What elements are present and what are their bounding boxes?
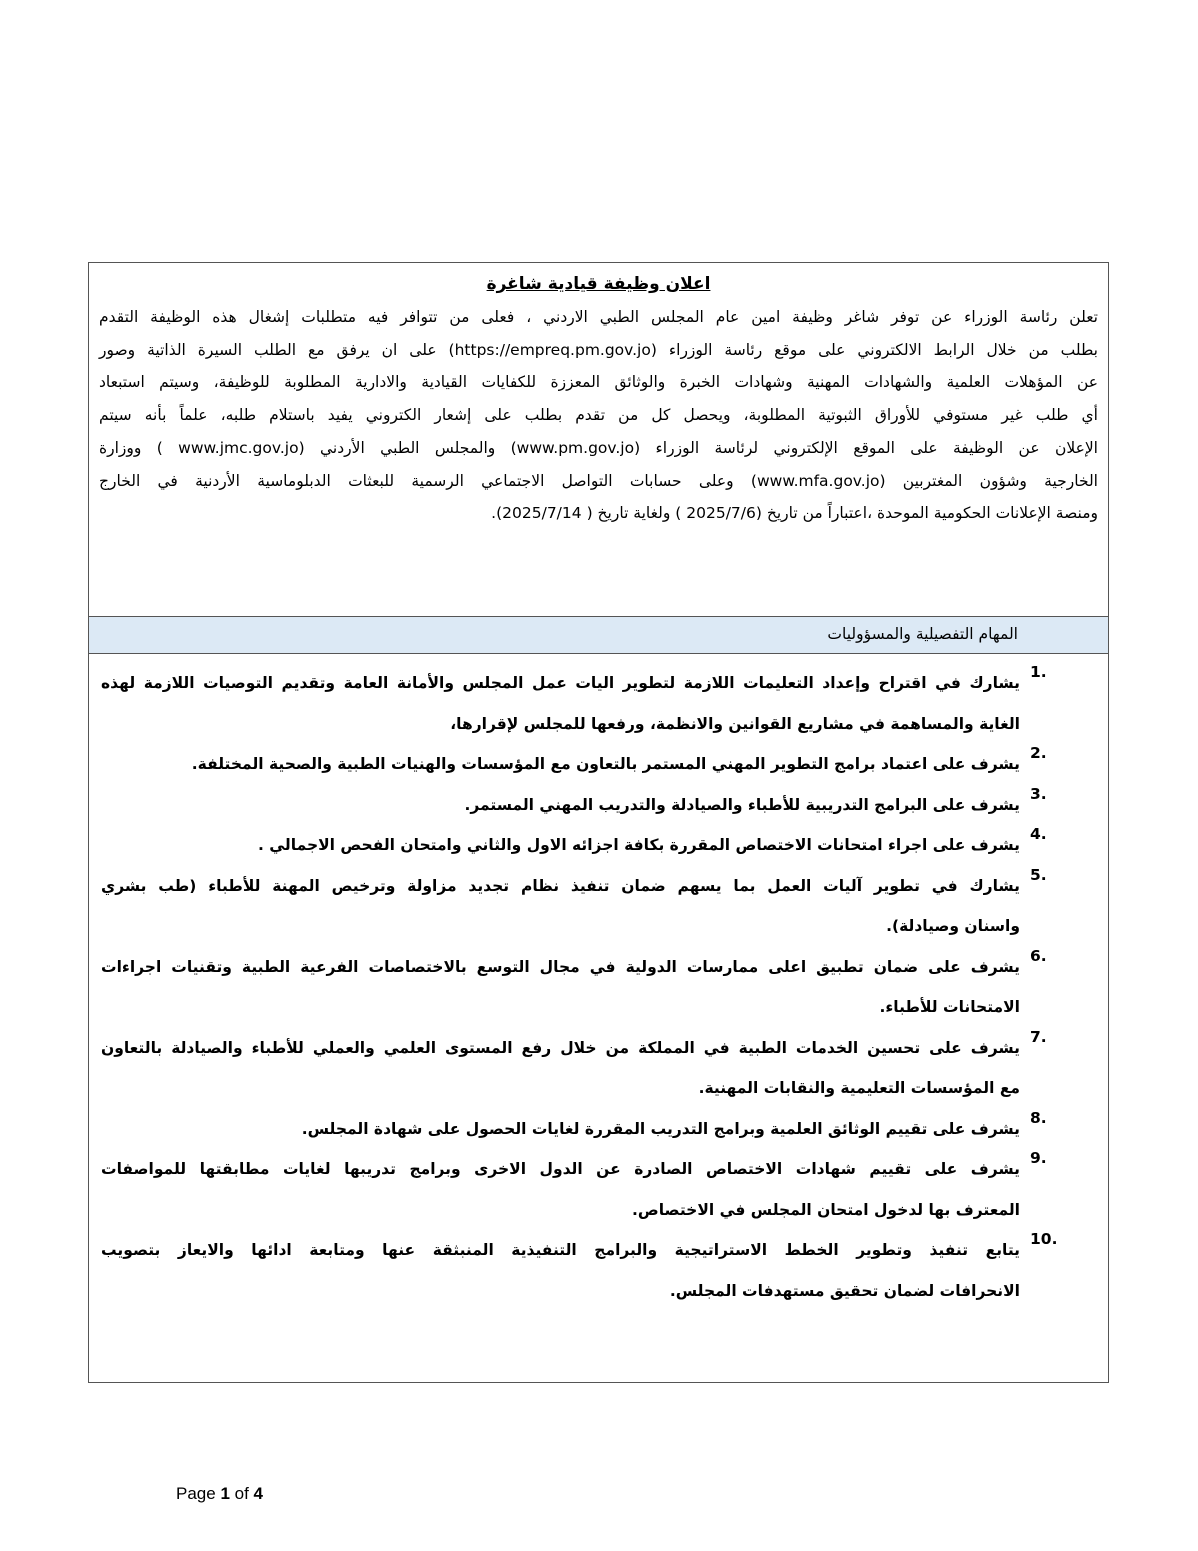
paragraph-line: أي طلب غير مستوفي للأوراق الثبوتية المطلوبة، ويحصل كل من تقدم بطلب على إشعار الكتروني يفيد باستلام طلبه، علماً بأنه سيتم — [99, 406, 1098, 425]
task-item — [101, 663, 1070, 744]
task-item — [101, 1149, 1070, 1230]
paragraph-line: الإعلان عن الوظيفة على الموقع الإلكتروني لرئاسة الوزراء (www.pm.gov.jo) والمجلس الطبي الأردني (www.jmc.gov.jo ) ووزارة — [99, 438, 1098, 457]
task-line: يشارك في اقتراح وإعداد التعليمات اللازمة لتطوير اليات عمل المجلس والأمانة العامة وتقديم التوصيات اللازمة لهذه — [101, 674, 1020, 692]
announcement-box — [88, 262, 1109, 1383]
task-line: يشرف على ضمان تطبيق اعلى ممارسات الدولية في مجال التوسع بالاختصاصات الفرعية الطبية وتقنيات اجراءات — [101, 957, 1020, 976]
task-number: 10. — [1030, 1230, 1058, 1248]
task-line: الغاية والمساهمة في مشاريع القوانين والانظمة، ورفعها للمجلس لإقرارها، — [450, 714, 1020, 733]
task-line: الانحرافات لضمان تحقيق مستهدفات المجلس. — [669, 1281, 1020, 1300]
task-number: 5. — [1030, 865, 1047, 884]
footer-middle: of — [229, 1484, 254, 1503]
task-item — [101, 744, 1070, 785]
task-number: 7. — [1030, 1027, 1047, 1046]
task-line: يشرف على اعتماد برامج التطوير المهني المستمر بالتعاون مع المؤسسات والهنيات الطبية والصحية المختلفة. — [191, 755, 1020, 773]
task-number: 6. — [1030, 946, 1047, 965]
paragraph-line: بطلب من خلال الرابط الالكتروني على موقع رئاسة الوزراء (https://empreq.pm.gov.jo) على ان يرفق مع الطلب السيرة الذاتية وصور — [99, 340, 1099, 359]
announcement-paragraph — [99, 301, 1098, 530]
paragraph-line: ومنصة الإعلانات الحكومية الموحدة ،اعتباراً من تاريخ (2025/7/6 ) ولغاية تاريخ ( 2025/7/14). — [491, 504, 1098, 523]
task-item — [101, 785, 1070, 826]
footer-current-page: 1 — [220, 1484, 230, 1503]
footer-total-pages: 4 — [253, 1484, 263, 1503]
paragraph-line: عن المؤهلات العلمية والشهادات المهنية وشهادات الخبرة والوثائق المعززة للكفايات القيادية والادارية المطلوبة للوظيفة، وسيتم استبعاد — [99, 373, 1098, 392]
task-item — [101, 1028, 1070, 1109]
announcement-intro — [89, 263, 1108, 616]
task-item — [101, 1109, 1070, 1150]
task-number: 3. — [1030, 784, 1047, 803]
task-line: واسنان وصيادلة). — [886, 917, 1020, 935]
task-item — [101, 825, 1070, 866]
task-line: يشرف على البرامج التدريبية للأطباء والصيادلة والتدريب المهني المستمر. — [464, 795, 1020, 814]
paragraph-line: تعلن رئاسة الوزراء عن توفر شاغر وظيفة امين عام المجلس الطبي الاردني ، فعلى من تتوافر فيه متطلبات إشغال هذه الوظيفة التقدم — [99, 308, 1098, 326]
task-line: يشرف على تقييم الوثائق العلمية وبرامج التدريب المقررة لغايات الحصول على شهادة المجلس. — [301, 1119, 1020, 1138]
task-line: يشارك في تطوير آليات العمل بما يسهم ضمان تنفيذ نظام تجديد مزاولة وترخيص المهنة للأطباء (طب بشري — [101, 876, 1020, 895]
paragraph-line: الخارجية وشؤون المغتربين (www.mfa.gov.jo) وعلى حسابات التواصل الاجتماعي الرسمية للبعثات الدبلوماسية الأردنية في الخارج — [99, 471, 1098, 490]
page-footer — [176, 1484, 263, 1504]
task-list — [89, 655, 1108, 1311]
task-line: الامتحانات للأطباء. — [879, 998, 1020, 1016]
task-number: 1. — [1030, 663, 1047, 681]
task-item — [101, 866, 1070, 947]
task-line: يتابع تنفيذ وتطوير الخطط الاستراتيجية والبرامج التنفيذية المنبثقة عنها ومتابعة ادائها والايعاز بتصويب — [101, 1241, 1020, 1259]
footer-prefix: Page — [176, 1484, 221, 1503]
task-number: 2. — [1030, 744, 1047, 762]
task-line: يشرف على تحسين الخدمات الطبية في المملكة من خلال رفع المستوى العلمي والعملي للأطباء والصيادلة بالتعاون — [101, 1038, 1020, 1057]
task-item — [101, 1230, 1070, 1311]
task-line: يشرف على تقييم شهادات الاختصاص الصادرة عن الدول الاخرى وبرامج تدريبها لغايات مطابقتها للمواصفات — [101, 1160, 1020, 1178]
announcement-title: اعلان وظيفة قيادية شاغرة — [486, 274, 711, 294]
task-line: يشرف على اجراء امتحانات الاختصاص المقررة بكافة اجزائه الاول والثاني وامتحان الفحص الاجمالي . — [257, 836, 1020, 854]
task-number: 9. — [1030, 1149, 1047, 1167]
task-number: 4. — [1030, 825, 1047, 843]
section-header — [89, 616, 1108, 654]
task-line: مع المؤسسات التعليمية والنقابات المهنية. — [698, 1079, 1020, 1097]
task-item — [101, 947, 1070, 1028]
task-line: المعترف بها لدخول امتحان المجلس في الاختصاص. — [631, 1200, 1020, 1219]
task-number: 8. — [1030, 1108, 1047, 1127]
section-header-label: المهام التفصيلية والمسؤوليات — [827, 625, 1018, 643]
